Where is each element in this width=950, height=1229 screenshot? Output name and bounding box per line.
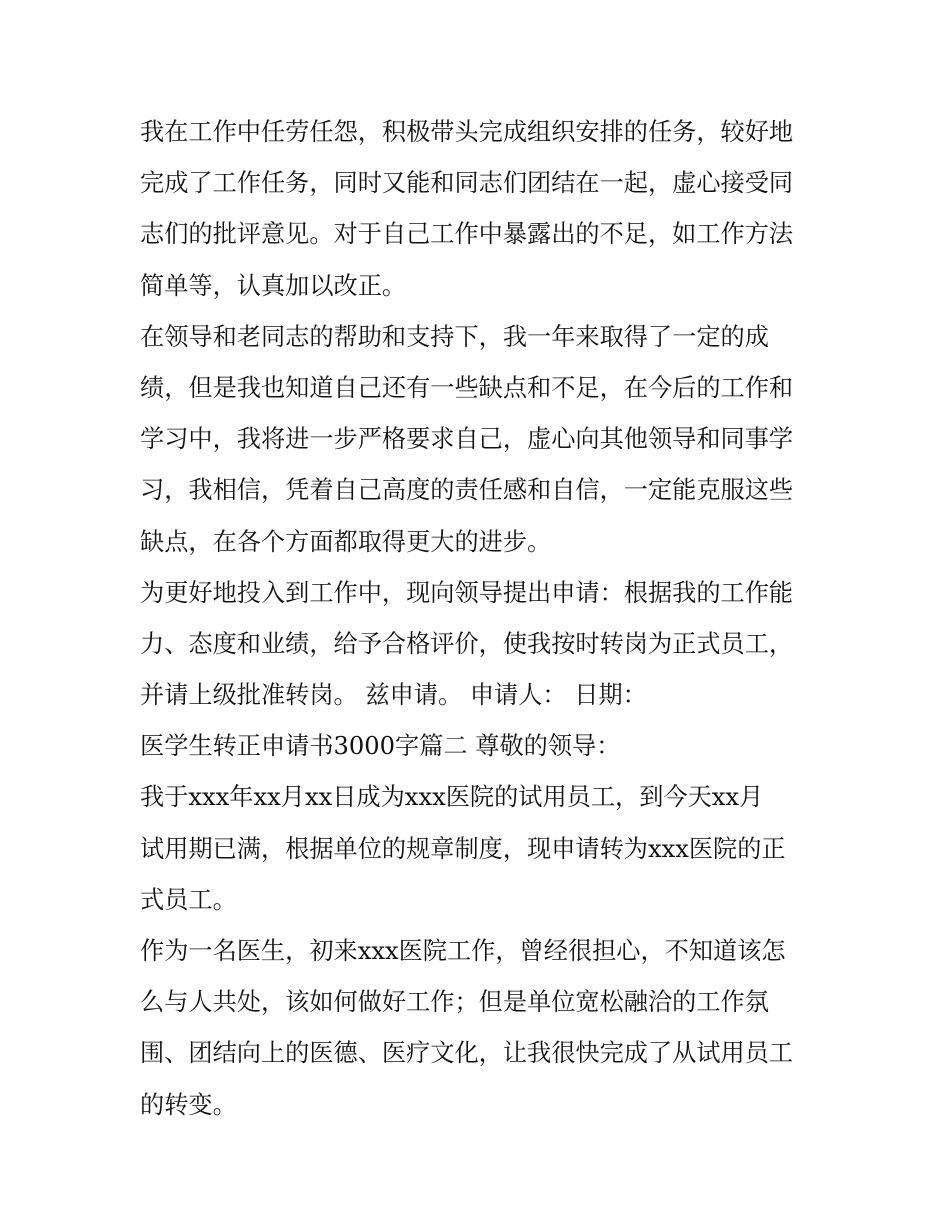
text-line: 志们的批评意见。对于自己工作中暴露出的不足，如工作方法: [140, 220, 794, 249]
text-line: 我在工作中任劳任怨，积极带头完成组织安排的任务，较好地: [140, 118, 794, 146]
text-line: 么与人共处，该如何做好工作；但是单位宽松融洽的工作氛: [140, 988, 769, 1017]
text-line: 试用期已满，根据单位的规章制度，现申请转为xxx医院的正: [140, 834, 786, 863]
text-line: 习，我相信，凭着自己高度的责任感和自信，一定能克服这些: [140, 476, 794, 505]
text-line: 为更好地投入到工作中，现向领导提出申请：根据我的工作能: [140, 578, 794, 607]
text-line: 式员工。: [140, 885, 237, 914]
text-line: 缺点，在各个方面都取得更大的进步。: [140, 527, 552, 556]
section-heading-line: 医学生转正申请书3000字篇二 尊敬的领导：: [140, 732, 621, 761]
text-line: 绩，但是我也知道自己还有一些缺点和不足，在今后的工作和: [140, 373, 794, 402]
text-line: 作为一名医生，初来xxx医院工作，曾经很担心，不知道该怎: [140, 937, 786, 965]
text-line: 学习中，我将进一步严格要求自己，虚心向其他领导和同事学: [140, 425, 794, 454]
text-line: 简单等，认真加以改正。: [140, 271, 407, 300]
text-line: 围、团结向上的医德、医疗文化，让我很快完成了从试用员工: [140, 1039, 794, 1068]
text-line: 的转变。: [140, 1090, 237, 1119]
text-line: 并请上级批准转岗。 兹申请。 申请人： 日期：: [140, 681, 647, 710]
text-line: 力、态度和业绩，给予合格评价，使我按时转岗为正式员工，: [140, 629, 794, 658]
text-line: 完成了工作任务，同时又能和同志们团结在一起，虚心接受同: [140, 169, 794, 198]
text-line: 我于xxx年xx月xx日成为xxx医院的试用员工，到今天xx月: [140, 783, 764, 812]
text-line: 在领导和老同志的帮助和支持下，我一年来取得了一定的成: [140, 322, 769, 351]
document-body: [140, 107, 820, 1131]
